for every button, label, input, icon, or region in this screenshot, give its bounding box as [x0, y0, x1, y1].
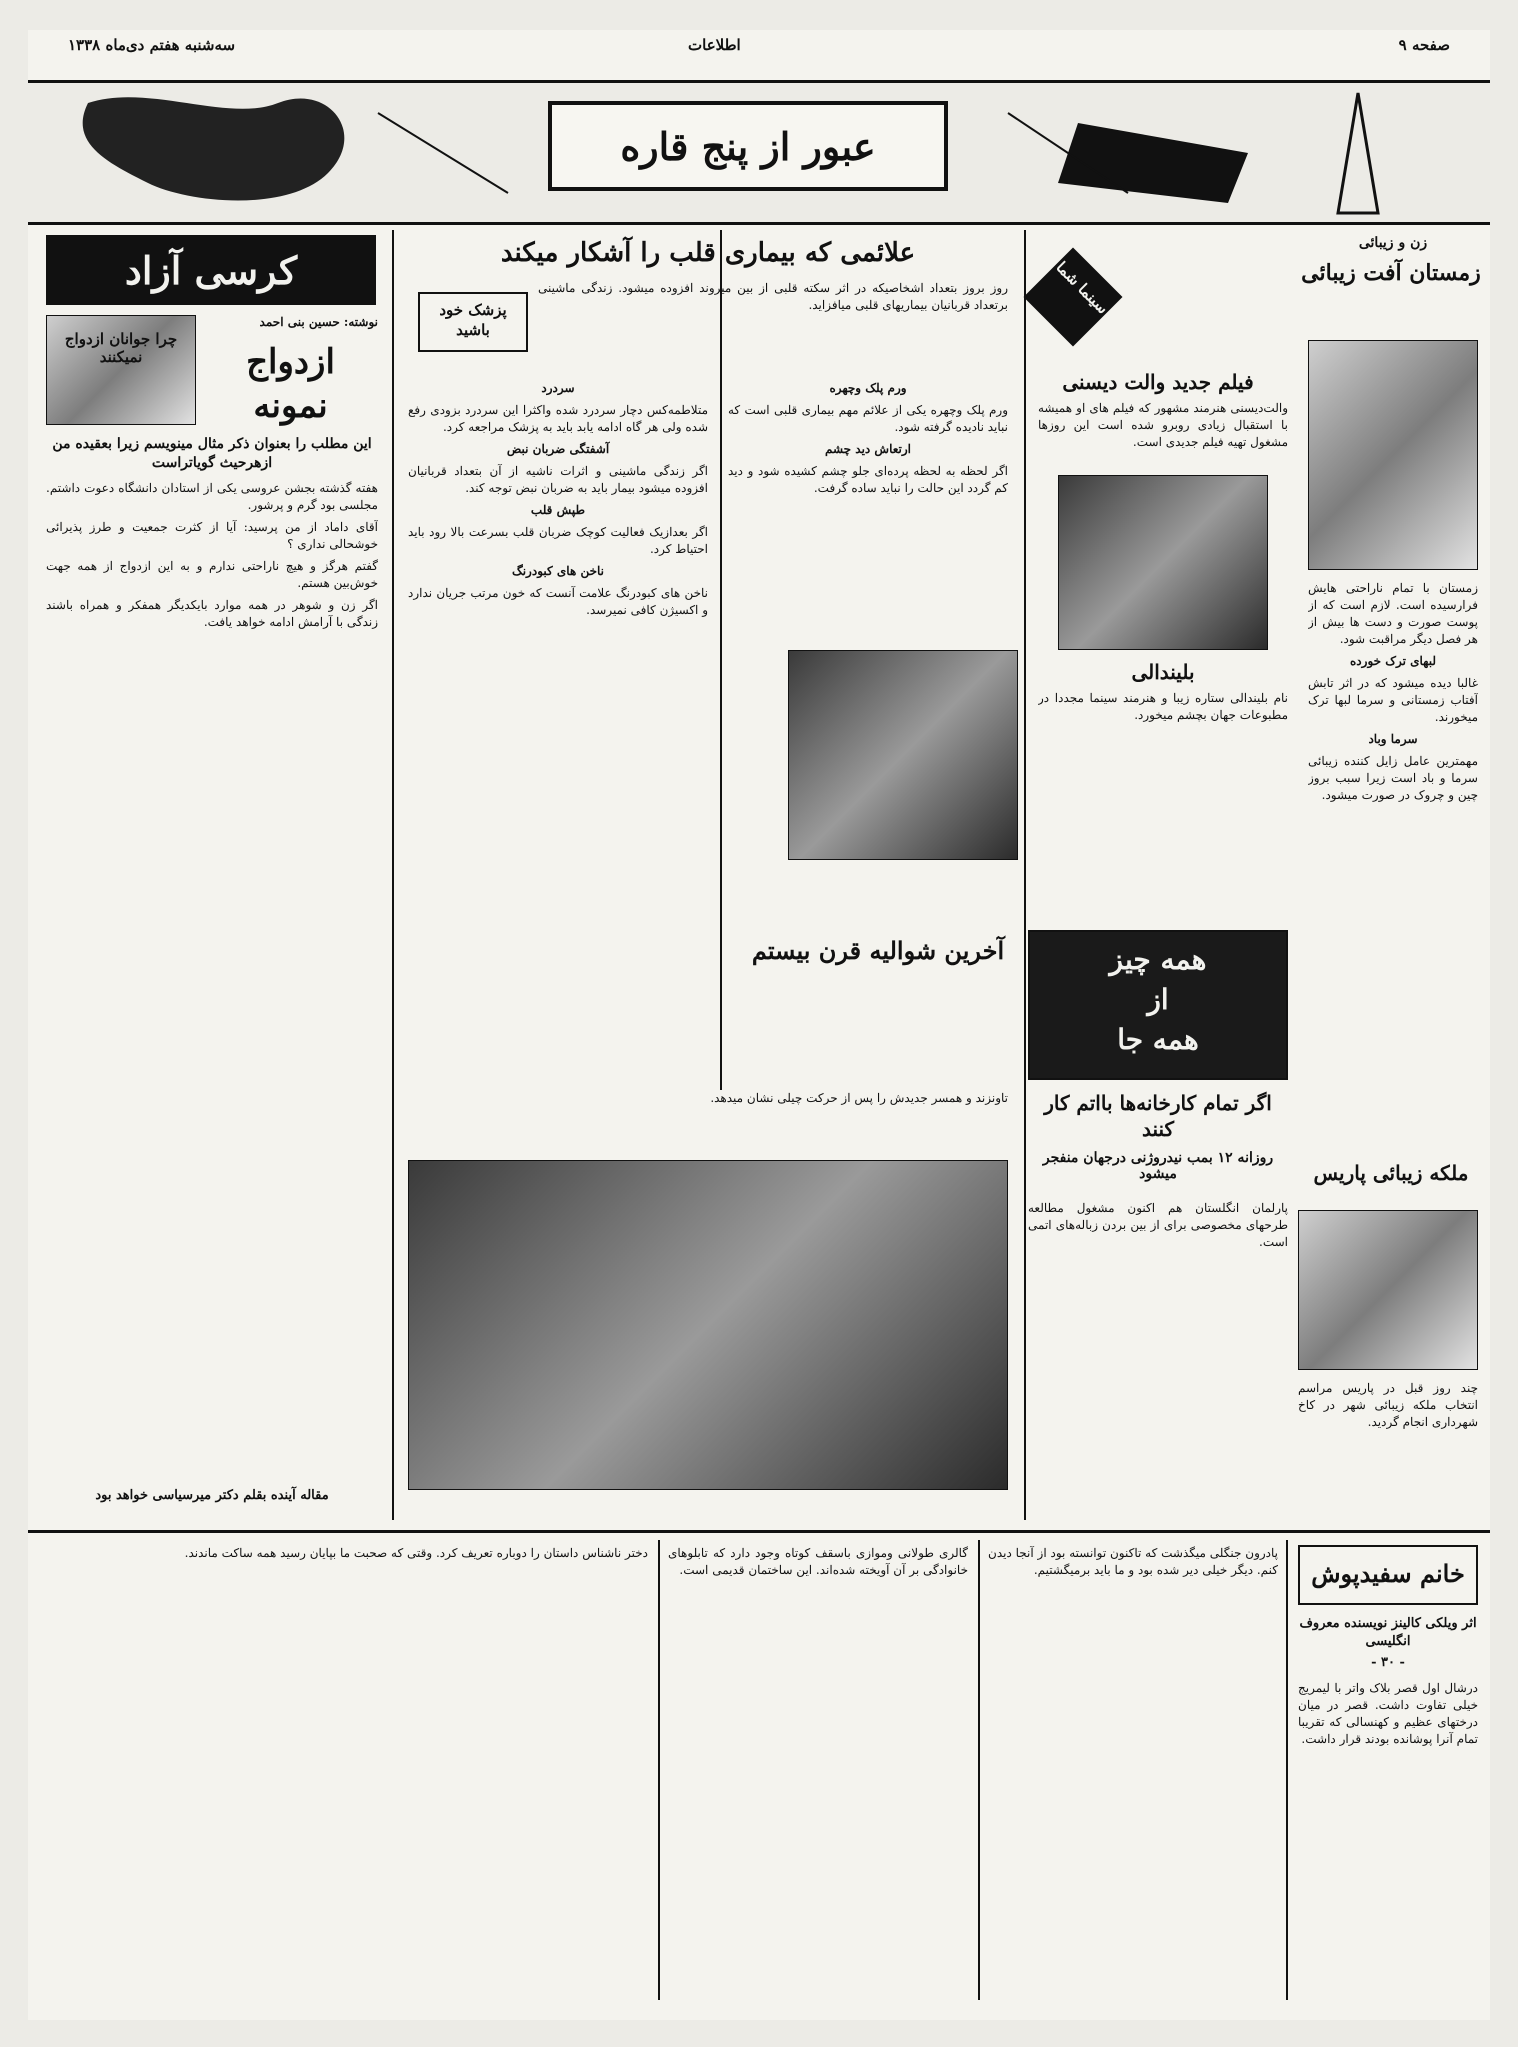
- newspaper-page: [28, 30, 1490, 2020]
- subhead: سرما وباد: [1368, 732, 1418, 746]
- paragraph: آقای داماد از من پرسید: آیا از کثرت جمعیت و طرز پذیرائی خوشحالی نداری ؟: [46, 520, 378, 551]
- subhead: طپش قلب: [530, 503, 586, 517]
- article-title-queen: ملکه زیبائی پاریس: [1313, 1161, 1469, 1185]
- queen-caption: چند روز قبل در پاریس مراسم انتخاب ملکه زیبائی شهر در کاخ شهرداری انجام گردید.: [1298, 1381, 1478, 1429]
- paragraph: متلاطمه‌کس دچار سردرد شده واکثرا این سردرد بزودی رفع شده ولی هر گاه ادامه یابد باید به پزشک مراجعه کرد.: [408, 403, 708, 434]
- column-rule: [392, 230, 394, 1520]
- photo-disney-actor: [1058, 475, 1268, 650]
- article-title-knight: آخرین شوالیه قرن بیستم: [751, 936, 1005, 965]
- badge-cinema: سینما شما: [1024, 248, 1123, 347]
- badge-be-your-own-doctor: پزشک خود باشید: [418, 292, 528, 352]
- serial-episode: - ۳۰ -: [1371, 1655, 1405, 1670]
- article-body-marriage: [46, 480, 378, 1480]
- paragraph: زمستان با تمام ناراحتی هایش فرارسیده است. لازم است که از پوست صورت و دست ها بیش از هر فصل دیگر مراقبت شود.: [1308, 581, 1478, 646]
- serial-title: خانم سفیدپوش: [1298, 1545, 1478, 1605]
- article-lead: این مطلب را بعنوان ذکر مثال مینویسم زیرا بعقیده من ازهرحیث گویاتراست: [52, 436, 372, 471]
- banner-title: عبور از پنج قاره: [548, 101, 948, 191]
- article-title-disney: فیلم جدید والت دیسنی: [1062, 370, 1254, 394]
- paragraph: اگر زندگی ماشینی و اثرات ناشیه از آن بتعداد قربانیان افزوده میشود بیمار باید به ضربان نبض توجه کند.: [408, 464, 708, 495]
- actress-name: بلیندالی: [1131, 660, 1195, 684]
- atom-text: پارلمان انگلستان هم اکنون مشغول مطالعه طرحهای مخصوصی برای از بین بردن زباله‌های اتمی است.: [1028, 1201, 1288, 1249]
- article-title-marriage: ازدواج نمونه: [246, 342, 335, 426]
- next-article-note: مقاله آینده بقلم دکتر میرسیاسی خواهد بود: [95, 1488, 329, 1503]
- author-line: نوشته: حسین بنی احمد: [259, 315, 378, 329]
- paragraph: گفتم هرگز و هیچ ناراحتی ندارم و به این ازدواج از همه جهت خوش‌بین هستم.: [46, 559, 378, 590]
- photo-actress: [788, 650, 1018, 860]
- subhead: سردرد: [541, 381, 575, 395]
- article-title-winter-beauty: زمستان آفت زیبائی: [1301, 260, 1481, 286]
- paragraph: اگر لحظه به لحظه پرده‌ای جلو چشم کشیده شود و دید کم گردد این حالت را نباید ساده گرفت.: [728, 464, 1008, 495]
- disney-text: والت‌دیسنی هنرمند مشهور که فیلم های او همیشه با استقبال زیادی روبرو شده است این روزها مشغول تهیه فیلم جدیدی است.: [1038, 401, 1288, 449]
- car-silhouette: [83, 97, 345, 200]
- subhead: لبهای ترک خورده: [1350, 654, 1436, 668]
- badge-line: از: [1147, 983, 1169, 1016]
- paragraph: ورم پلک وچهره یکی از علائم مهم بیماری قلبی است که نباید نادیده گرفته شود.: [728, 403, 1008, 434]
- eiffel-tower-drawing: [1338, 93, 1378, 213]
- column-rule: [658, 1540, 660, 2000]
- actress-text: نام بلیندالی ستاره زیبا و هنرمند سینما مجددا در مطبوعات جهان بچشم میخورد.: [1038, 691, 1288, 722]
- knight-text: تاونزند و همسر جدیدش را پس از حرکت چیلی نشان میدهد.: [710, 1091, 1008, 1105]
- paragraph: غالبا دیده میشود که در اثر تابش آفتاب زمستانی و سرما لبها ترک میخورند.: [1308, 676, 1478, 724]
- paragraph: اگر بعدازیک فعالیت کوچک ضربان قلب بسرعت بالا رود باید احتیاط کرد.: [408, 525, 708, 556]
- paragraph: مهمترین عامل زایل کننده زیبائی سرما و باد است زیرا سبب بروز چین و چروک در صورت میشود.: [1308, 754, 1478, 802]
- badge-line: همه چیز: [1109, 943, 1207, 976]
- newspaper-name: اطلاعات: [688, 36, 741, 54]
- cartoon-caption: چرا جوانان ازدواج نمیکنند: [64, 330, 178, 366]
- photo-knight-couple: [408, 1160, 1008, 1490]
- serial-author: اثر ویلکی کالینز نویسنده معروف انگلیسی: [1299, 1616, 1477, 1649]
- paragraph: اگر زن و شوهر در همه موارد بایکدیگر همفکر و همراه باشند زندگی با آرامش ادامه خواهد یافت.: [46, 598, 378, 629]
- serial-column-2: پادرون جنگلی میگذشت که تاکنون توانسته بود از آنجا دیدن کنم. دیگر خیلی دیر شده بود و ما باید برمیگشتیم.: [988, 1546, 1278, 1577]
- page-number: صفحه ۹: [1398, 36, 1450, 54]
- article-title-atom: اگر تمام کارخانه‌ها بااتم کار کنند: [1044, 1091, 1272, 1141]
- section-kicker-beauty: زن و زیبائی: [1358, 235, 1428, 251]
- paragraph: ناخن های کبودرنگ علامت آنست که خون مرتب جریان ندارد و اکسیژن کافی نمیرسد.: [408, 586, 708, 617]
- heart-intro: روز بروز بتعداد اشخاصیکه در اثر سکته قلبی از بین میروند افزوده میشود. زندگی ماشینی برتعداد قربانیان بیماریهای قلبی میافزاید.: [538, 281, 1008, 312]
- subhead: ارتعاش دید چشم: [824, 442, 911, 456]
- section-rule: [28, 1530, 1490, 1533]
- issue-date: سه‌شنبه هفتم دی‌ماه ۱۳۳۸: [68, 36, 236, 54]
- photo-beauty-queens: [1298, 1210, 1478, 1370]
- photo-woman-face: [1308, 340, 1478, 570]
- badge-everything-everywhere: [1028, 930, 1288, 1080]
- serial-column-4: دختر ناشناس داستان را دوباره تعریف کرد. وقتی که صحبت ما بپایان رسید همه ساکت ماندند.: [184, 1546, 648, 1560]
- scroll-drawing: [1058, 123, 1248, 203]
- column-rule: [978, 1540, 980, 2000]
- banner: [28, 80, 1490, 225]
- serial-column-1: درشال اول قصر بلاک واتر با لیمریج خیلی تفاوت داشت. قصر در میان درختهای عظیم و کهنسالی که تقریبا تمام آنرا پوشانده بودند قرار داشت.: [1298, 1681, 1478, 1746]
- section-title-kursi-azad: کرسی آزاد: [46, 235, 376, 305]
- subhead: ناخن های کبودرنگ: [511, 564, 605, 578]
- column-rule: [1286, 1540, 1288, 2000]
- badge-line: همه جا: [1117, 1023, 1199, 1056]
- subhead: ورم پلک وچهره: [829, 381, 907, 395]
- serial-column-3: گالری طولانی وموازی باسقف کوتاه وجود دارد که تابلوهای خانوادگی بر آن آویخته شده‌اند. این ساختمان قدیمی است.: [668, 1546, 968, 1577]
- heart-body-left: [408, 380, 708, 1080]
- column-rule: [1024, 230, 1026, 1520]
- article-title-heart: علائمی که بیماری قلب را آشکار میکند: [500, 238, 916, 268]
- subhead: آشفتگی ضربان نبض: [506, 442, 610, 456]
- paragraph: هفته گذشته بجشن عروسی یکی از استادان دانشگاه دعوت داشتم. مجلسی بود گرم و پرشور.: [46, 481, 378, 512]
- beauty-text: [1308, 580, 1478, 1140]
- article-subtitle-atom: روزانه ۱۲ بمب نیدروژنی درجهان منفجر میشود: [1042, 1150, 1274, 1182]
